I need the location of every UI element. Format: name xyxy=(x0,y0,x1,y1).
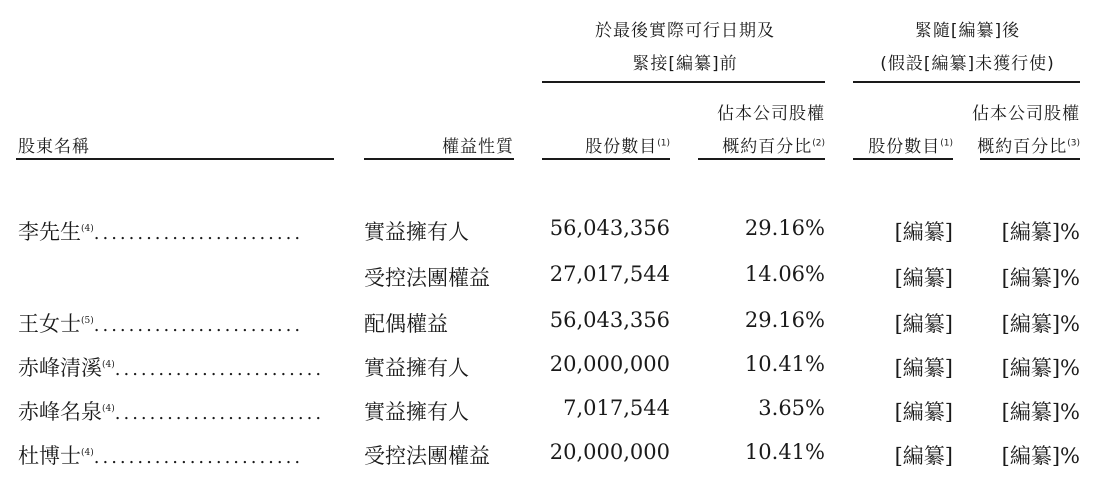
shareholder-name-cell xyxy=(18,352,324,382)
shares-before-cell: 20,000,000 xyxy=(549,440,670,464)
shareholder-note: (4) xyxy=(102,404,115,414)
dot-leader: ........................ xyxy=(93,223,304,244)
shares-before-cell: 27,017,544 xyxy=(549,262,670,286)
col-header-pct-before-line1: 佔本公司股權 xyxy=(717,104,825,124)
shareholder-name-cell xyxy=(18,440,303,470)
shares-after-cell: [編纂] xyxy=(894,400,953,424)
shareholder-note: (4) xyxy=(81,448,94,458)
col-rule-shares-before xyxy=(542,158,670,160)
nature-cell: 實益擁有人 xyxy=(364,220,469,244)
pct-after-label: 概約百分比 xyxy=(977,137,1068,157)
table-row xyxy=(0,396,1106,426)
table-row xyxy=(0,262,1106,292)
col-rule-pct-before xyxy=(698,158,825,160)
col-header-shares-before xyxy=(542,132,670,157)
pct-before-cell: 3.65% xyxy=(758,396,825,420)
table-row xyxy=(0,440,1106,470)
shares-before-cell: 7,017,544 xyxy=(563,396,670,420)
col-rule-shares-after xyxy=(853,158,953,160)
shares-after-cell: [編纂] xyxy=(894,220,953,244)
col-header-shareholder-name: 股東名稱 xyxy=(18,137,90,157)
pct-after-cell: [編纂]% xyxy=(1001,312,1080,336)
shareholder-name: 赤峰清溪 xyxy=(18,356,102,380)
nature-cell: 配偶權益 xyxy=(364,312,448,336)
pct-before-cell: 29.16% xyxy=(744,308,825,332)
shareholder-note: (4) xyxy=(102,360,115,370)
col-header-pct-before-line2 xyxy=(690,132,825,157)
shares-after-cell: [編纂] xyxy=(894,356,953,380)
pct-after-cell: [編纂]% xyxy=(1001,356,1080,380)
dot-leader: ........................ xyxy=(114,403,325,424)
shares-before-label: 股份數目 xyxy=(585,137,658,157)
shareholder-name: 赤峰名泉 xyxy=(18,400,102,424)
shareholder-name: 李先生 xyxy=(18,220,81,244)
shares-before-cell: 20,000,000 xyxy=(549,352,670,376)
group-rule-before xyxy=(542,81,825,83)
shareholder-name-cell xyxy=(18,396,324,426)
col-rule-nature xyxy=(364,158,514,160)
pct-before-label: 概約百分比 xyxy=(722,137,813,157)
shares-after-cell: [編纂] xyxy=(894,312,953,336)
nature-cell: 受控法團權益 xyxy=(364,444,490,468)
dot-leader: ........................ xyxy=(93,447,304,468)
pct-before-cell: 14.06% xyxy=(744,262,825,286)
pct-after-cell: [編纂]% xyxy=(1001,266,1080,290)
group-header-before-line2: 緊接[編纂]前 xyxy=(632,54,738,74)
pct-after-cell: [編纂]% xyxy=(1001,400,1080,424)
table-row xyxy=(0,308,1106,338)
nature-cell: 實益擁有人 xyxy=(364,400,469,424)
dot-leader: ........................ xyxy=(114,359,325,380)
dot-leader: ........................ xyxy=(93,315,304,336)
col-header-pct-after-line1: 佔本公司股權 xyxy=(972,104,1080,124)
shareholder-name-cell xyxy=(18,216,303,246)
group-header-after-line1: 緊隨[編纂]後 xyxy=(914,21,1021,41)
pct-before-cell: 10.41% xyxy=(744,352,825,376)
group-rule-after xyxy=(853,81,1080,83)
table-row xyxy=(0,352,1106,382)
col-header-pct-after-line2 xyxy=(970,132,1080,157)
pct-before-note: (2) xyxy=(812,138,825,149)
col-rule-shareholder-name xyxy=(16,158,334,160)
table-row xyxy=(0,216,1106,246)
pct-after-note: (3) xyxy=(1067,138,1080,149)
shares-after-cell: [編纂] xyxy=(894,266,953,290)
pct-before-cell: 29.16% xyxy=(744,216,825,240)
col-header-shares-after xyxy=(853,132,953,157)
pct-after-cell: [編纂]% xyxy=(1001,444,1080,468)
shareholder-note: (4) xyxy=(81,224,94,234)
shares-before-cell: 56,043,356 xyxy=(549,308,670,332)
col-header-nature: 權益性質 xyxy=(442,137,514,157)
shareholder-name: 王女士 xyxy=(18,312,81,336)
group-header-after-line2: (假設[編纂]未獲行使) xyxy=(880,54,1055,74)
shareholder-name: 杜博士 xyxy=(18,444,81,468)
nature-cell: 實益擁有人 xyxy=(364,356,469,380)
shares-before-cell: 56,043,356 xyxy=(549,216,670,240)
shares-after-note: (1) xyxy=(940,138,953,149)
shareholder-name-cell xyxy=(18,308,303,338)
shares-before-note: (1) xyxy=(657,138,670,149)
col-rule-pct-after xyxy=(980,158,1080,160)
shareholder-note: (5) xyxy=(81,316,94,326)
nature-cell: 受控法團權益 xyxy=(364,266,490,290)
shares-after-cell: [編纂] xyxy=(894,444,953,468)
shares-after-label: 股份數目 xyxy=(868,137,941,157)
group-header-before-line1: 於最後實際可行日期及 xyxy=(595,21,775,41)
pct-before-cell: 10.41% xyxy=(744,440,825,464)
pct-after-cell: [編纂]% xyxy=(1001,220,1080,244)
